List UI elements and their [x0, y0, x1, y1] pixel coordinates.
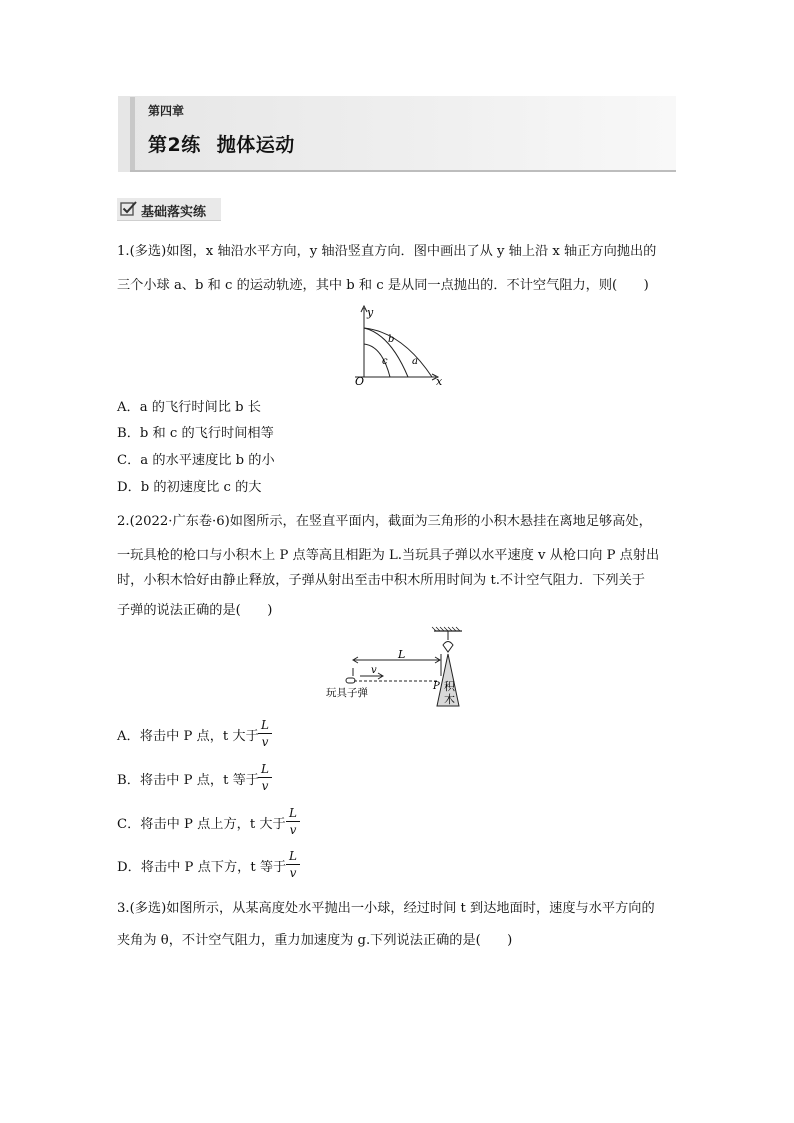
origin-label: O: [355, 375, 365, 386]
q2-stem-line3: 时，小积木恰好由静止释放，子弹从射出至击中积木所用时间为 t.不计空气阻力．下列关于: [117, 573, 645, 588]
curve-c-label: c: [382, 356, 388, 367]
q1-trajectory-figure: [340, 302, 450, 386]
q1-option-a[interactable]: A．a 的飞行时间比 b 长: [117, 400, 261, 415]
q1-stem-line2: 三个小球 a、b 和 c 的运动轨迹，其中 b 和 c 是从同一点抛出的．不计空气阻力，则( ): [117, 278, 649, 293]
q2-option-a-text: A．将击中 P 点，t 大于: [117, 729, 259, 744]
velocity-v-label: v: [371, 665, 377, 676]
point-P-label: P: [433, 681, 440, 692]
q2-option-c[interactable]: [117, 817, 286, 833]
lesson-title: [148, 130, 295, 157]
toy-bullet-label: 玩具子弹: [326, 687, 368, 699]
q2-option-d-fraction: L v: [286, 850, 300, 879]
q2-option-d[interactable]: [117, 860, 286, 876]
block-label-1: 积: [444, 680, 455, 693]
header-accent-bar: [130, 97, 135, 170]
y-axis-label: y: [367, 306, 374, 319]
q3-stem-line2: 夹角为 θ，不计空气阻力，重力加速度为 g.下列说法正确的是( ): [117, 933, 513, 948]
chapter-label: 第四章: [148, 104, 185, 118]
block-label-2: 木: [444, 693, 455, 706]
q2-option-a[interactable]: [117, 729, 259, 745]
checkbox-icon: [120, 200, 138, 217]
q1-option-d[interactable]: D．b 的初速度比 c 的大: [117, 480, 262, 495]
q2-bullet-block-figure: [322, 626, 482, 710]
distance-L-label: L: [398, 648, 406, 661]
q2-stem-line2: 一玩具枪的枪口与小积木上 P 点等高且相距为 L.当玩具子弹以水平速度 v 从枪口向 P 点射出: [117, 548, 660, 563]
q2-option-b-text: B．将击中 P 点，t 等于: [117, 773, 259, 788]
curve-b-label: b: [388, 334, 395, 345]
q2-option-b[interactable]: [117, 773, 259, 789]
q2-option-a-fraction: L v: [258, 719, 272, 748]
lesson-name: 抛体运动: [216, 134, 295, 156]
section-heading: [117, 198, 221, 221]
curve-a-label: a: [412, 356, 418, 367]
q1-stem-line1: 1.(多选)如图，x 轴沿水平方向，y 轴沿竖直方向．图中画出了从 y 轴上沿 x 轴正方向抛出的: [117, 244, 657, 259]
q3-stem-line1: 3.(多选)如图所示，从某高度处水平抛出一小球，经过时间 t 到达地面时，速度与水平方向的: [117, 901, 655, 916]
q1-option-c[interactable]: C．a 的水平速度比 b 的小: [117, 453, 275, 468]
q2-stem-line4: 子弹的说法正确的是( ): [117, 603, 273, 618]
q2-option-b-fraction: L v: [258, 763, 272, 792]
q2-option-d-text: D．将击中 P 点下方，t 等于: [117, 860, 287, 875]
section-title: 基础落实练: [141, 205, 207, 220]
header-underline: [130, 170, 676, 172]
x-axis-label: x: [436, 375, 443, 386]
lesson-number: 第2练: [148, 134, 201, 156]
q1-option-b[interactable]: B．b 和 c 的飞行时间相等: [117, 426, 274, 441]
q2-option-c-text: C．将击中 P 点上方，t 大于: [117, 817, 286, 832]
q2-stem-line1: 2.(2022·广东卷·6)如图所示，在竖直平面内，截面为三角形的小积木悬挂在离地足够高处，: [117, 514, 652, 529]
q2-option-c-fraction: L v: [286, 807, 300, 836]
